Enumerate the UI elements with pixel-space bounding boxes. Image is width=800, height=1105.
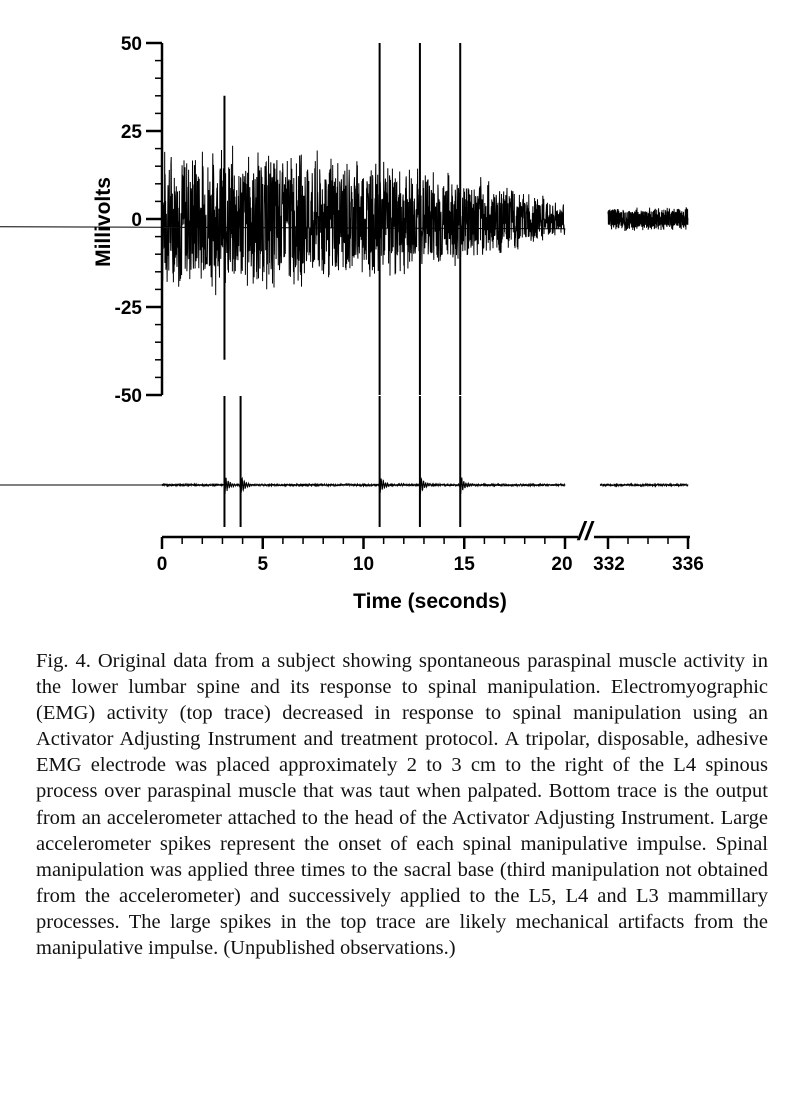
y-axis-title: Millivolts (92, 177, 115, 267)
y-tick-label: -50 (114, 386, 142, 407)
x-axis-break-mark: // (577, 516, 593, 546)
y-tick-label: -25 (114, 298, 142, 319)
figure-caption: Fig. 4. Original data from a subject showing spontaneous paraspinal muscle activity in the lower lumbar spine and its response to spinal manipulation. Electromyographic (EMG) activity (top trace) decreased in response to spinal manipulation using an Activator Adjusting Instrument and treatment protocol. A tripolar, disposable, adhesive EMG electrode was placed approximately 2 to 3 cm to the right of the L4 spinous process over paraspinal muscle that was taut when palpated. Bottom trace is the output from an accelerometer attached to the head of the Activator Adjusting Instrument. Large accelerometer spikes represent the onset of each spinal manipulative impulse. Spinal manipulation was applied three times to the sacral base (third manipulation not obtained from the accelerometer) and successively applied to the L5, L4 and L3 mammillary processes. The large spikes in the top trace are likely mechanical artifacts from the manipulative impulse. (Unpublished observations.) (36, 650, 768, 960)
x-tick-label: 332 (593, 554, 625, 575)
x-tick-label: 0 (156, 554, 168, 575)
x-tick-label: 15 (453, 554, 475, 575)
y-tick-label: 50 (120, 34, 142, 55)
x-tick-label: 20 (551, 554, 573, 575)
y-tick-label: 25 (120, 122, 142, 143)
x-tick-label: 10 (352, 554, 375, 575)
x-tick-label: 336 (672, 554, 704, 575)
x-axis-title: Time (seconds) (353, 590, 507, 613)
x-tick-label: 5 (257, 554, 269, 575)
accelerometer-trace (0, 478, 688, 494)
accelerometer-spikes (224, 396, 460, 527)
x-axis (157, 537, 704, 575)
y-tick-label: 0 (131, 210, 142, 231)
y-axis (115, 34, 162, 407)
